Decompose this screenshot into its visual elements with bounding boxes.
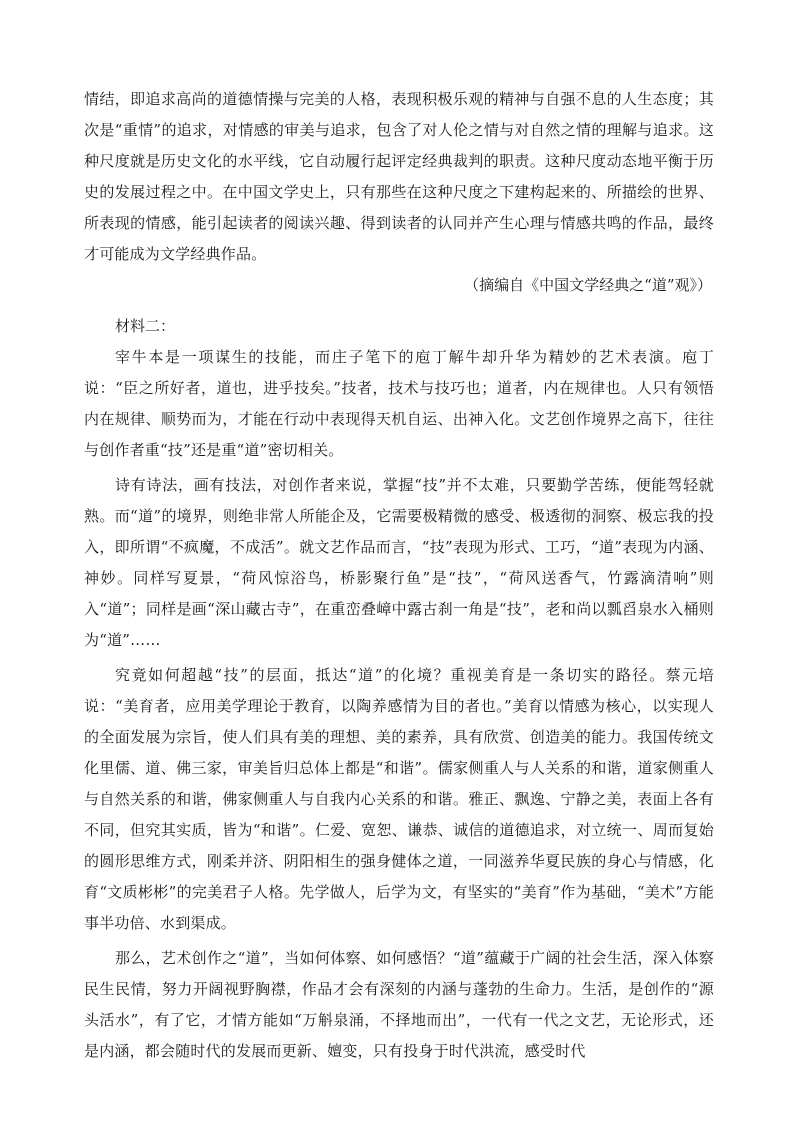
paragraph-technique-and-dao: 诗有诗法，画有技法，对创作者来说，掌握“技”并不太难，只要勤学苦练，便能驾轻就熟。而“道”的境界，则绝非常人所能企及，它需要极精微的感受、极透彻的洞察、极忘我的投入，即所谓“不疯魔，不成活”。就文艺作品而言，“技”表现为形式、工巧，“道”表现为内涵、神妙。同样写夏景，“荷风惊浴鸟，桥影聚行鱼”是“技”，“荷风送香气，竹露滴清响”则入“道”；同样是画“深山藏古寺”，在重峦叠嶂中露古刹一角是“技”，老和尚以瓢舀泉水入桶则为“道”…… bbox=[84, 476, 714, 649]
paragraph-butcher-skill: 宰牛本是一项谋生的技能，而庄子笔下的庖丁解牛却升华为精妙的艺术表演。庖丁说：“臣之所好者，道也，进乎技矣。”技者，技术与技巧也；道者，内在规律也。人只有领悟内在规律、顺势而为，才能在行动中表现得天机自运、出神入化。文艺创作境界之高下，往往与创作者重“技”还是重“道”密切相关。 bbox=[84, 348, 714, 459]
document-page bbox=[84, 84, 714, 1067]
paragraph-aesthetic-education: 究竟如何超越“技”的层面，抵达“道”的化境？重视美育是一条切实的路径。蔡元培说：“美育者，应用美学理论于教育，以陶养感情为目的者也。”美育以情感为核心，以实现人的全面发展为宗旨，使人们具有美的理想、美的素养，具有欣赏、创造美的能力。我国传统文化里儒、道、佛三家，审美旨归总体上都是“和谐”。儒家侧重人与人关系的和谐，道家侧重人与自然关系的和谐，佛家侧重人与自我内心关系的和谐。雅正、飘逸、宁静之美，表面上各有不同，但究其实质，皆为“和谐”。仁爱、宽恕、谦恭、诚信的道德追求，对立统一、周而复始的圆形思维方式，刚柔并济、阴阳相生的强身健体之道，一同滋养华夏民族的身心与情感，化育“文质彬彬”的完美君子人格。先学做人，后学为文，有坚实的“美育”作为基础，“美术”方能事半功倍、水到渠成。 bbox=[84, 666, 714, 932]
paragraph-artistic-creation: 那么，艺术创作之“道”，当如何体察、如何感悟？“道”蕴藏于广阔的社会生活，深入体察民生民情，努力开阔视野胸襟，作品才会有深刻的内涵与蓬勃的生命力。生活，是创作的“源头活水”，有了它，才情方能如“万斛泉涌，不择地而出”，一代有一代之文艺，无论形式，还是内涵，都会随时代的发展而更新、嬗变，只有投身于时代洪流，感受时代 bbox=[84, 949, 714, 1060]
source-note: （摘编自《中国文学经典之“道”观》） bbox=[464, 276, 712, 294]
material-two-heading: 材料二： bbox=[115, 317, 176, 335]
continuation-paragraph: 情结，即追求高尚的道德情操与完美的人格，表现积极乐观的精神与自强不息的人生态度；其次是“重情”的追求，对情感的审美与追求，包含了对人伦之情与对自然之情的理解与追求。这种尺度就是历史文化的水平线，它自动履行起评定经典裁判的职责。这种尺度动态地平衡于历史的发展过程之中。在中国文学史上，只有那些在这种尺度之下建构起来的、所描绘的世界、所表现的情感，能引起读者的阅读兴趣、得到读者的认同并产生心理与情感共鸣的作品，最终才可能成为文学经典作品。 bbox=[84, 90, 714, 263]
